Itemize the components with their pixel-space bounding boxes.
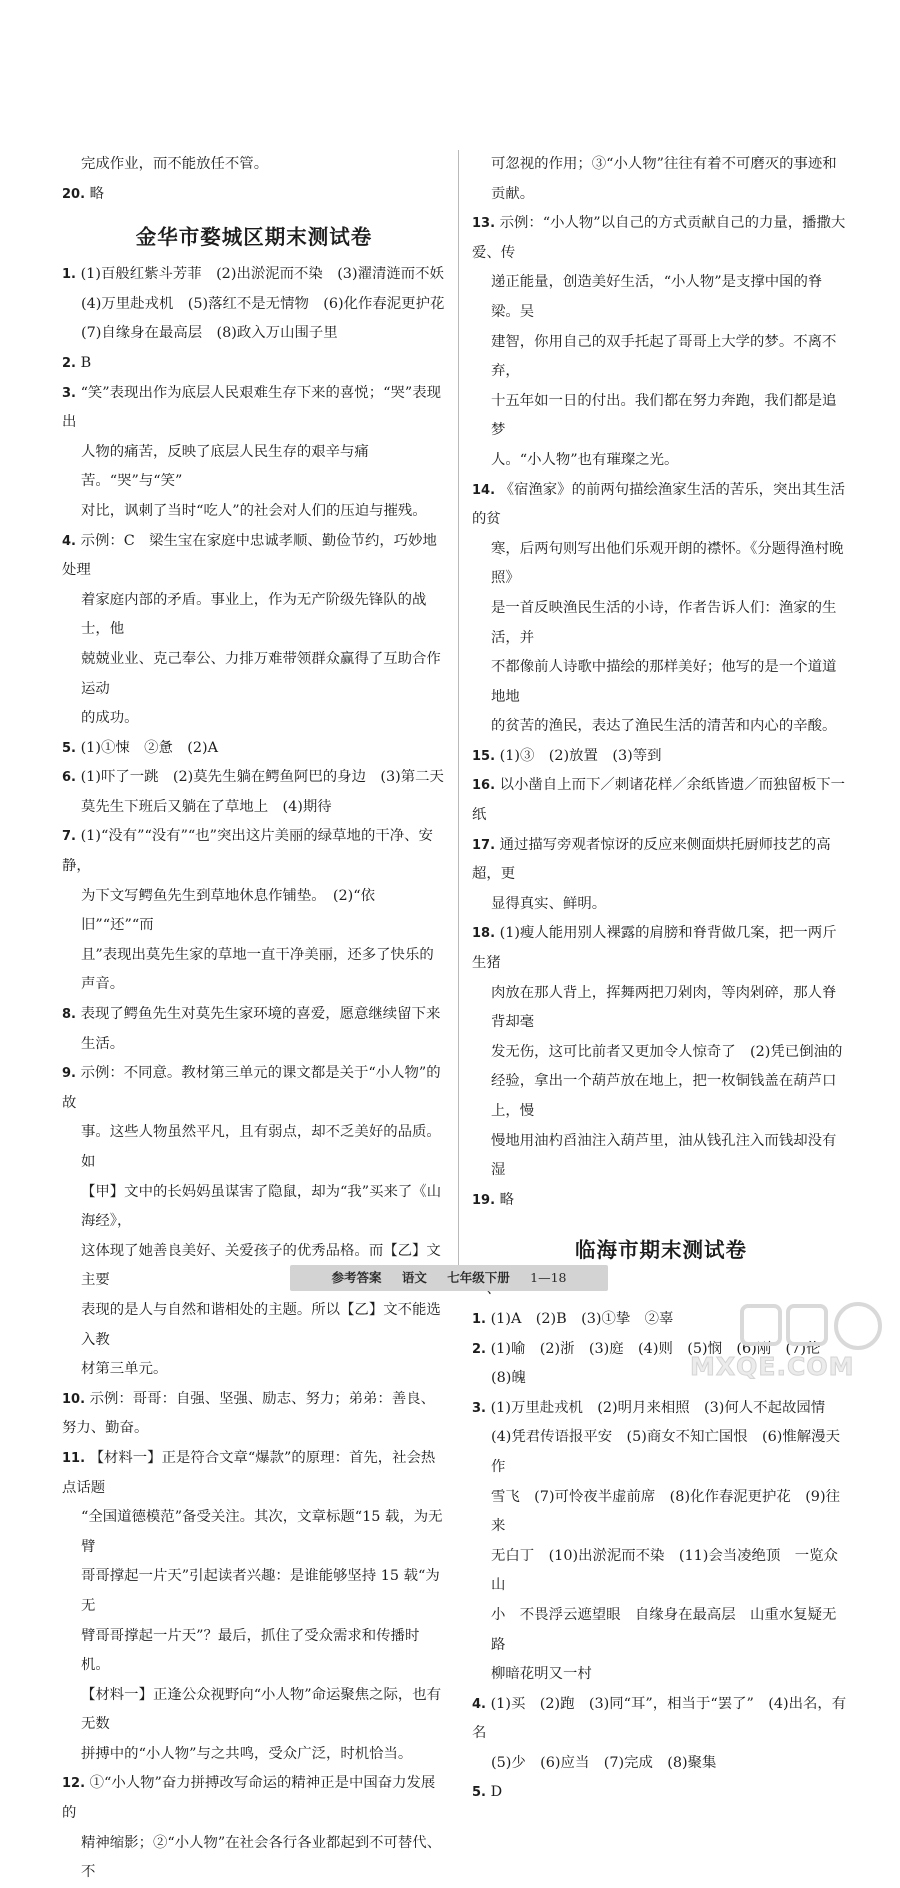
answer-line: (4)万里赴戎机 (5)落红不是无情物 (6)化作春泥更护花: [81, 295, 445, 312]
answer-line: “全国道德模范”备受关注。其次，文章标题“15 载，为无臂: [81, 1509, 443, 1555]
footer-label: 参考答案: [331, 1270, 382, 1285]
answer-line: (7)自缘身在最高层 (8)政入万山围子里: [81, 325, 338, 342]
answer-text: (1)万里赴戎机 (2)明月来相照 (3)何人不起故园情: [490, 1399, 826, 1416]
answer-item: [472, 831, 850, 890]
answer-line: 十五年如一日的付出。我们都在努力奔跑，我们都是追梦: [491, 392, 837, 439]
answer-item: [62, 349, 446, 379]
answer-text: (1)“没有”“没有”“也”突出这片美丽的绿草地的干净、安静，: [62, 828, 433, 875]
answer-item: [62, 1769, 446, 1828]
item-number: 15.: [472, 748, 496, 764]
answer-line: 生活。: [81, 1035, 125, 1052]
answer-line: 肉放在那人背上，挥舞两把刀剁肉，等肉剁碎，那人脊背却毫: [491, 984, 837, 1031]
answer-item: [472, 209, 850, 268]
item-number: 19.: [472, 1192, 496, 1208]
left-column: [62, 150, 446, 1888]
footer-subject: 语文: [401, 1270, 427, 1285]
answer-line: 且”表现出莫先生家的草地一直干净美丽，还多了快乐的: [81, 946, 434, 963]
answer-item: [472, 1394, 850, 1424]
answer-line: (8)魄: [491, 1370, 526, 1387]
page-footer: [290, 1265, 608, 1291]
answer-line: 无白丁 (10)出淤泥而不染 (11)会当凌绝顶 一览众山: [491, 1547, 838, 1594]
answer-text: ①“小人物”奋力拼搏改写命运的精神正是中国奋力发展的: [62, 1775, 436, 1822]
answer-text: (1)瘦人能用别人裸露的肩膀和脊背做几案，把一两斤生猪: [472, 925, 837, 972]
answer-text: (1)①悚 ②惫 (2)A: [80, 739, 219, 756]
answer-item: [62, 1385, 446, 1444]
answer-item: [62, 1000, 446, 1030]
answer-text: 【材料一】正是符合文章“爆款”的原理：首先，社会热点话题: [62, 1449, 436, 1496]
column-divider: [458, 150, 459, 1265]
answer-line: 人物的痛苦，反映了底层人民生存的艰辛与痛苦。“哭”与“笑”: [81, 443, 369, 490]
answer-text: 略: [499, 1191, 515, 1208]
item-number: 17.: [472, 837, 496, 853]
item-number: 1.: [472, 1311, 486, 1327]
answer-line: 发无伤，这可比前者又更加令人惊奇了 (2)凭已倒油的: [491, 1043, 843, 1060]
item-number: 5.: [62, 740, 76, 756]
answer-text: (1)③ (2)放置 (3)等到: [499, 747, 662, 764]
answer-line: 材第三单元。: [81, 1361, 168, 1378]
answer-line: 着家庭内部的矛盾。事业上，作为无产阶级先锋队的战士，他: [81, 591, 427, 638]
item-number: 16.: [472, 778, 496, 794]
item-number: 12.: [62, 1776, 86, 1792]
continuation-text: 完成作业，而不能放任不管。: [81, 156, 269, 172]
answer-line: 这体现了她善良美好、关爱孩子的优秀品格。而【乙】文主要: [81, 1242, 441, 1289]
answer-item: [472, 742, 850, 772]
answer-text: 示例：哥哥：自强、坚强、励志、努力；弟弟：善良、努力、勤奋。: [62, 1390, 435, 1437]
item-number: 7.: [62, 829, 76, 845]
answer-line: 显得真实、鲜明。: [491, 895, 607, 912]
footer-grade: 七年级下册: [447, 1270, 510, 1285]
answer-item: [472, 476, 850, 535]
answer-text: D: [490, 1784, 503, 1801]
answer-text: 通过描写旁观者惊讶的反应来侧面烘托厨师技艺的高超，更: [472, 836, 831, 883]
item-number: 1.: [62, 267, 76, 283]
item-number: 3.: [62, 385, 76, 401]
answer-line: 慢地用油杓舀油注入葫芦里，油从钱孔注入而钱却没有湿: [491, 1132, 837, 1179]
answer-line: 柳暗花明又一村: [491, 1666, 592, 1683]
answer-line: 不都像前人诗歌中描绘的那样美好；他写的是一个道道地地: [491, 659, 837, 705]
answer-item: [472, 919, 850, 978]
answer-line: 人。“小人物”也有璀璨之光。: [491, 451, 679, 468]
answer-item: [472, 771, 850, 830]
answer-text: B: [80, 354, 92, 371]
answer-item: [62, 734, 446, 764]
item-number: 9.: [62, 1066, 76, 1082]
answer-line: 是一首反映渔民生活的小诗，作者告诉人们：渔家的生活，并: [491, 599, 837, 646]
continuation-text: 贡献。: [491, 185, 535, 202]
answer-line: 的贫苦的渔民，表达了渔民生活的清苦和内心的辛酸。: [491, 718, 837, 735]
answer-line: (5)少 (6)应当 (7)完成 (8)聚集: [491, 1754, 717, 1771]
answer-text: 示例：“小人物”以自己的方式贡献自己的力量，播撒大爱、传: [472, 215, 846, 261]
answer-text: 示例：C 梁生宝在家庭中忠诚孝顺、勤俭节约，巧妙地处理: [62, 532, 437, 579]
answer-text: “笑”表现出作为底层人民艰难生存下来的喜悦；“哭”表现出: [62, 384, 441, 431]
answer-line: 声音。: [81, 976, 125, 993]
answer-text: 《宿渔家》的前两句描绘渔家生活的苦乐，突出其生活的贫: [472, 481, 845, 528]
answer-line: 雪飞 (7)可怜夜半虚前席 (8)化作春泥更护花 (9)往来: [491, 1488, 840, 1535]
section-title: 金华市婺城区期末测试卷: [135, 225, 373, 250]
section-title: 临海市期末测试卷: [575, 1238, 747, 1263]
answer-text: (1)买 (2)跑 (3)同“耳”，相当于“罢了” (4)出名，有名: [472, 1695, 847, 1742]
item-number: 10.: [62, 1391, 86, 1407]
item-number: 4.: [62, 533, 76, 549]
answer-item: [62, 763, 446, 793]
item-number: 4.: [472, 1696, 486, 1712]
continuation-text: 可忽视的作用；③“小人物”往往有着不可磨灭的事迹和: [491, 156, 837, 172]
item-number: 8.: [62, 1007, 76, 1023]
answer-item: [62, 379, 446, 438]
item-number: 20.: [62, 186, 86, 202]
item-number: 5.: [472, 1785, 486, 1801]
answer-text: (1)吓了一跳 (2)莫先生躺在鳄鱼阿巴的身边 (3)第二天: [80, 769, 444, 786]
answer-item: [62, 527, 446, 586]
page-number: 1—18: [530, 1270, 567, 1285]
item-number: 6.: [62, 770, 76, 786]
answer-item: [62, 1059, 446, 1118]
answer-line: 莫先生下班后又躺在了草地上 (4)期待: [81, 798, 332, 815]
answer-text: (1)喻 (2)浙 (3)庭 (4)则 (5)悯 (6)刚 (7)伦: [490, 1340, 821, 1357]
answer-item: [472, 1690, 850, 1749]
answer-text: 表现了鳄鱼先生对莫先生家环境的喜爱，愿意继续留下来: [80, 1006, 441, 1023]
item-number: 13.: [472, 216, 496, 232]
answer-item: [62, 260, 446, 290]
answer-line: 臂哥哥撑起一片天”？最后，抓住了受众需求和传播时机。: [81, 1627, 420, 1674]
answer-line: 建智，你用自己的双手托起了哥哥上大学的梦。不离不弃，: [491, 333, 837, 380]
answer-item: [62, 822, 446, 881]
answer-line: 兢兢业业、克己奉公、力排万难带领群众赢得了互助合作运动: [81, 650, 441, 697]
answer-line: 对比，讽刺了当时“吃人”的社会对人们的压迫与摧残。: [81, 502, 427, 519]
answer-line: 的成功。: [81, 710, 139, 727]
answer-item: [472, 1186, 850, 1216]
item-number: 18.: [472, 926, 496, 942]
right-column: [472, 150, 850, 1808]
answer-line: 拼搏中的“小人物”与之共鸣，受众广泛，时机恰当。: [81, 1745, 413, 1762]
answer-line: 为下文写鳄鱼先生到草地休息作铺垫。 (2)“依旧”“还”“而: [81, 887, 375, 934]
answer-line: (4)凭君传语报平安 (5)商女不知亡国恨 (6)惟解漫天作: [491, 1429, 840, 1475]
item-number: 11.: [62, 1450, 86, 1466]
item-number: 2.: [472, 1341, 486, 1357]
item-number: 3.: [472, 1400, 486, 1416]
watermark-text: MXQE.COM: [690, 1352, 855, 1381]
answer-line: 事。这些人物虽然平凡，且有弱点，却不乏美好的品质。如: [81, 1124, 441, 1170]
item-number: 2.: [62, 355, 76, 371]
answer-line: 递正能量，创造美好生活，“小人物”是支撑中国的脊梁。吴: [491, 274, 823, 320]
answer-line: 小 不畏浮云遮望眼 自缘身在最高层 山重水复疑无路: [491, 1606, 837, 1653]
answer-line: 【材料一】正逢公众视野向“小人物”命运聚焦之际，也有无数: [81, 1686, 442, 1733]
answer-text: 以小凿自上而下／刺诸花样／余纸皆遗／而独留板下一纸: [472, 777, 845, 824]
answer-line: 表现的是人与自然和谐相处的主题。所以【乙】文不能选入教: [81, 1301, 441, 1348]
answer-line: 精神缩影；②“小人物”在社会各行各业都起到不可替代、不: [81, 1834, 442, 1881]
answer-item: [62, 1444, 446, 1503]
answer-item: [472, 1778, 850, 1808]
answer-text: 示例：不同意。教材第三单元的课文都是关于“小人物”的故: [62, 1065, 441, 1111]
answer-line: 经验，拿出一个葫芦放在地上，把一枚铜钱盖在葫芦口上，慢: [491, 1073, 837, 1119]
answer-line: 哥哥撑起一片天”引起读者兴趣：是谁能够坚持 15 载“为无: [81, 1568, 440, 1614]
item-number: 14.: [472, 482, 496, 498]
answer-text: 略: [89, 185, 105, 202]
answer-line: 寒，后两句则写出他们乐观开朗的襟怀。《分题得渔村晚照》: [491, 540, 844, 587]
answer-line: 【甲】文中的长妈妈虽谋害了隐鼠，却为“我”买来了《山海经》，: [81, 1183, 442, 1230]
answer-text: (1)A (2)B (3)①挚 ②辜: [490, 1310, 674, 1327]
answer-text: (1)百般红紫斗芳菲 (2)出淤泥而不染 (3)濯清涟而不妖: [80, 266, 444, 283]
answer-item: [62, 180, 446, 210]
